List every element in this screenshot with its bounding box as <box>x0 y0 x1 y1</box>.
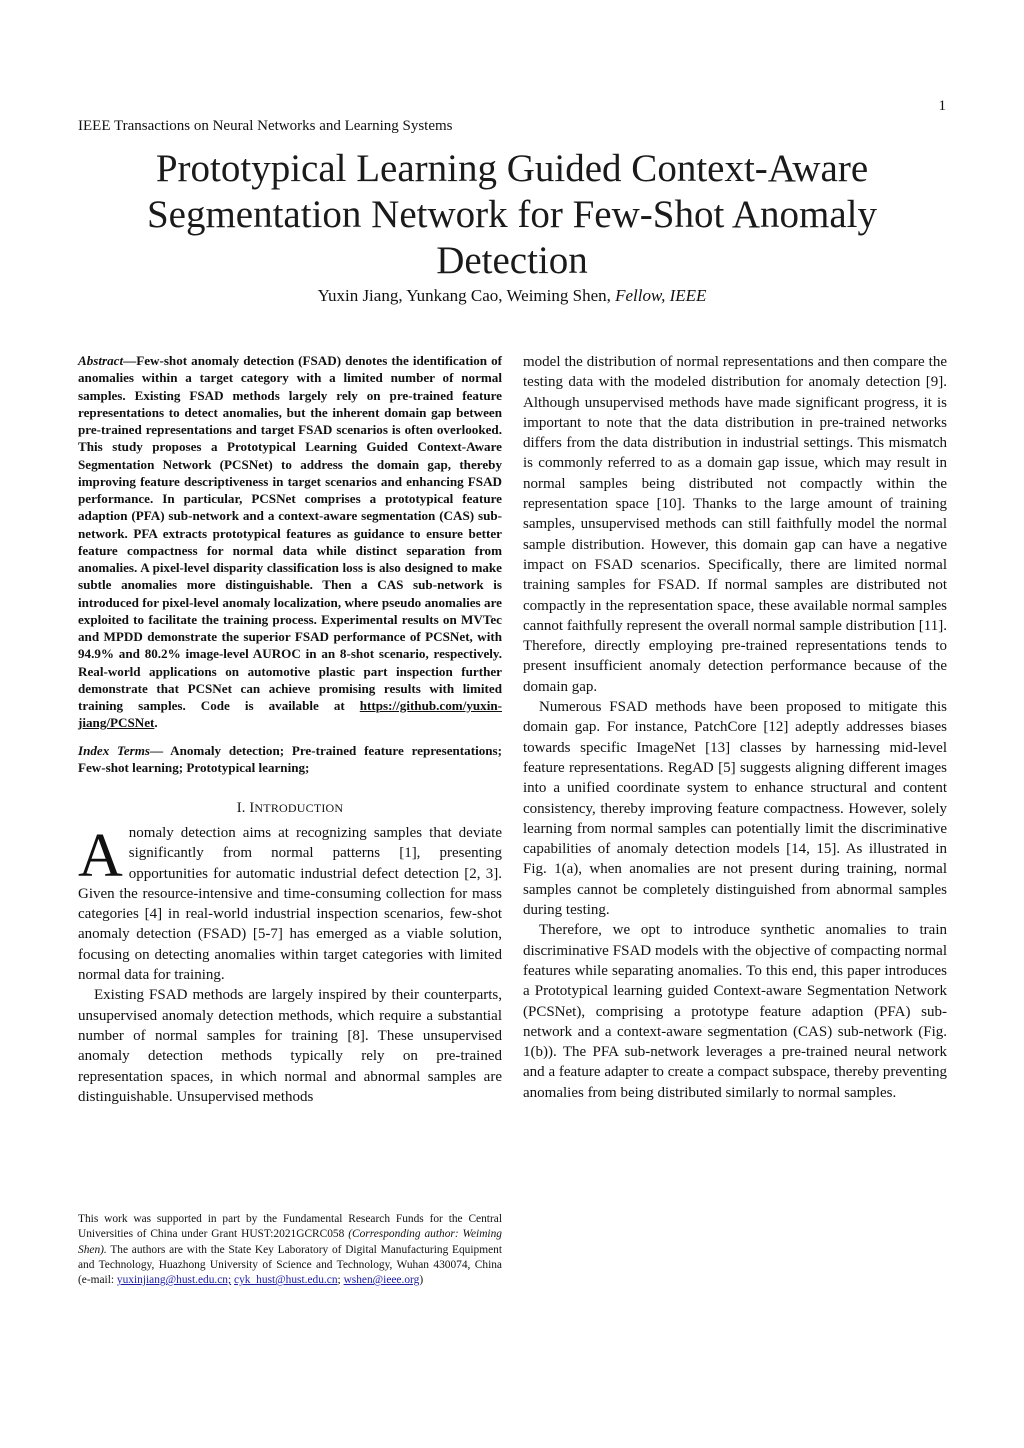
right-paragraph-3: Therefore, we opt to introduce synthetic anomalies to train discriminative FSAD models with the objective of compacting normal features while separating anomalies. To this end, this paper introduces a Prototypical learning guided Context-aware Segmentation Network (PCSNet), comprising a prototype feature adaption (PFA) sub-network and a context-aware segmentation (CAS) sub-network (Fig. 1(b)). The PFA sub-network leverages a pre-trained neural network and a feature adapter to create a compact subspace, thereby preventing anomalies from being distributed similarly to normal samples. <box>523 922 947 1101</box>
section-numeral: I. I <box>236 800 255 816</box>
footnote-text-2: The authors are with the State Key Laboratory of Digital Manufacturing Equipment and Technology, Huazhong University of Science and Technology, Wuhan 430074, China (e-mail: <box>78 1243 502 1287</box>
author-fellow: Fellow, IEEE <box>615 286 707 305</box>
author-names: Yuxin Jiang, Yunkang Cao, Weiming Shen, <box>317 286 616 305</box>
email-link-1[interactable]: yuxinjiang@hust.edu.cn; <box>116 1274 232 1287</box>
email-link-2[interactable]: cyk_hust@hust.edu.cn <box>234 1274 338 1287</box>
journal-name: IEEE Transactions on Neural Networks and Learning Systems <box>78 118 453 134</box>
footnote-text-1: This work was supported in part by the Fundamental Research Funds for the Central Universities of China under Grant HUST:2021GCRC058 <box>78 1213 502 1241</box>
abstract <box>78 352 502 732</box>
footnote <box>78 1212 502 1288</box>
index-terms <box>78 742 502 777</box>
paper-title: Prototypical Learning Guided Context-Aware Segmentation Network for Few-Shot Anomaly Detection <box>146 147 878 282</box>
code-link[interactable]: https://github.com/yuxin-jiang/PCSNet <box>78 698 502 731</box>
section-heading-introduction <box>78 800 502 817</box>
author-line <box>78 286 946 306</box>
index-terms-text: — Anomaly detection; Pre-trained feature representations; Few-shot learning; Prototypical learning; <box>78 742 503 775</box>
right-paragraph-2: Numerous FSAD methods have been proposed to mitigate this domain gap. For instance, PatchCore [12] adeptly addresses biases towards specific ImageNet [13] classes by harnessing mid-level feature representations. RegAD [5] suggests aligning different images into a unified coordinate system to enhance structural and content consistency, thereby improving feature compactness. However, solely learning from normal samples can potentially limit the discriminative capabilities of anomaly detection models [14, 15]. As illustrated in Fig. 1(a), when anomalies are not present during training, normal samples cannot be completely distinguished from abnormal samples during testing. <box>523 699 947 919</box>
abstract-text: —Few-shot anomaly detection (FSAD) denotes the identification of anomalies within a target category with a limited number of normal samples. Existing FSAD methods largely rely on pre-trained feature representations to detect anomalies, but the inherent domain gap between pre-trained representations and target FSAD scenarios is often overlooked. This study proposes a Prototypical Learning Guided Context-Aware Segmentation Network (PCSNet) to address the domain gap, thereby improving feature descriptiveness in target scenarios and enhancing FSAD performance. In particular, PCSNet comprises a prototypical feature adaption (PFA) sub-network and a context-aware segmentation (CAS) sub-network. PFA extracts prototypical features as guidance to ensure better feature compactness for normal data while distinct separation from anomalies. A pixel-level disparity classification loss is also designed to make subtle anomalies more distinguishable. Then a CAS sub-network is introduced for pixel-level anomaly localization, where pseudo anomalies are exploited to facilitate the training process. Experimental results on MVTec and MPDD demonstrate the superior FSAD performance of PCSNet, with 94.9% and 80.2% image-level AUROC in an 8-shot scenario, respectively. Real-world applications on automotive plastic part inspection further demonstrate that PCSNet can achieve promising results with limited training samples. Code is available at <box>78 353 502 713</box>
email-link-3[interactable]: wshen@ieee.org <box>343 1274 420 1287</box>
abstract-label: Abstract <box>78 353 124 368</box>
footnote-end: ) <box>419 1274 424 1287</box>
abstract-end: . <box>154 715 158 731</box>
page-number: 1 <box>938 98 946 114</box>
right-paragraph-1: model the distribution of normal representations and then compare the testing data with the modeled distribution for anomaly detection [9]. Although unsupervised methods have made significant progress, it is important to note that the data distribution in pre-trained networks differs from the data distribution in industrial settings. This mismatch is commonly referred to as a domain gap issue, which may result in normal samples being distributed not compactly within the representation space [10]. Thanks to the large amount of training samples, unsupervised methods can still faithfully model the normal sample distribution. However, this domain gap can have a negative impact on FSAD scenarios. Specifically, there are limited normal training samples for FSAD. If normal samples are distributed not compactly in the representation space, these available normal samples cannot faithfully represent the overall normal sample distribution [11]. Therefore, directly employing pre-trained representations tends to present insufficient anomaly detection performance because of the domain gap. <box>523 354 947 695</box>
email-separator: ; <box>337 1274 344 1287</box>
corresponding-author: (Corresponding author: Weiming Shen). <box>78 1228 502 1256</box>
section-title: NTRODUCTION <box>254 801 344 815</box>
intro-paragraph-1-text: nomaly detection aims at recognizing samples that deviate significantly from normal patterns [1], presenting opportunities for automatic industrial defect detection [2, 3]. Given the resource-intensive and time-consuming collection for mass categories [4] in real-world industrial inspection scenarios, few-shot anomaly detection (FSAD) [5-7] has emerged as a viable solution, focusing on detecting anomalies within target categories with limited normal data for training. <box>78 825 502 984</box>
right-column <box>523 352 947 1103</box>
intro-paragraph-2: Existing FSAD methods are largely inspired by their counterparts, unsupervised anomaly detection methods, which require a substantial number of normal samples for training [8]. These unsupervised anomaly detection methods typically rely on pre-trained representation spaces, in which normal and abnormal samples are distinguishable. Unsupervised methods <box>78 987 502 1105</box>
drop-cap: A <box>78 822 123 890</box>
left-column <box>78 352 502 1107</box>
intro-paragraph-1 <box>78 823 502 985</box>
index-terms-label: Index Terms <box>78 742 151 758</box>
